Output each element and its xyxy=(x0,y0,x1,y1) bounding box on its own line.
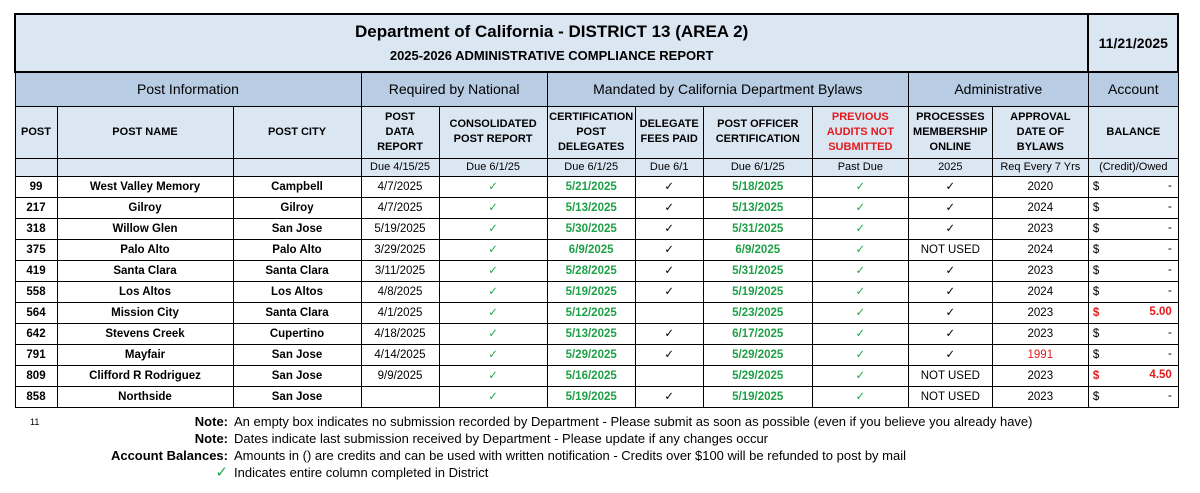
group-required-by-national: Required by National xyxy=(361,72,547,106)
due-approval-bylaws: Req Every 7 Yrs xyxy=(992,158,1088,176)
online-check-icon: ✓ xyxy=(908,197,992,218)
col-header-cert-delegates: CERTIFICATION POST DELEGATES xyxy=(547,106,635,158)
post-data-report: 4/14/2025 xyxy=(361,344,439,365)
online-status: NOT USED xyxy=(908,239,992,260)
bylaws-year: 2024 xyxy=(992,197,1088,218)
compliance-table xyxy=(14,13,1179,408)
col-header-post-data-report: POST DATA REPORT xyxy=(361,106,439,158)
officer-cert-date: 5/29/2025 xyxy=(703,344,812,365)
note-text: Dates indicate last submission received by Department - Please update if any changes occur xyxy=(234,431,769,446)
col-header-post-name: POST NAME xyxy=(57,106,233,158)
balance xyxy=(1088,218,1178,239)
consolidated-check-icon: ✓ xyxy=(439,344,547,365)
bylaws-year: 2023 xyxy=(992,365,1088,386)
post-number: 858 xyxy=(15,386,57,407)
post-number: 809 xyxy=(15,365,57,386)
balance xyxy=(1088,260,1178,281)
cert-delegates-date: 5/16/2025 xyxy=(547,365,635,386)
post-data-report: 3/11/2025 xyxy=(361,260,439,281)
online-status: NOT USED xyxy=(908,386,992,407)
report-date: 11/21/2025 xyxy=(1088,14,1178,72)
online-check-icon: ✓ xyxy=(908,260,992,281)
post-name: Santa Clara xyxy=(57,260,233,281)
table-row xyxy=(15,260,1178,281)
delegate-fees-check-icon: ✓ xyxy=(635,218,703,239)
delegate-fees-check-icon xyxy=(635,302,703,323)
balance xyxy=(1088,176,1178,197)
balance-amount: - xyxy=(1167,389,1172,402)
group-post-information: Post Information xyxy=(15,72,361,106)
balance-amount: - xyxy=(1167,284,1172,297)
currency-symbol: $ xyxy=(1092,243,1100,256)
note-empty-box xyxy=(0,413,1200,430)
cert-delegates-date: 5/29/2025 xyxy=(547,344,635,365)
delegate-fees-check-icon: ✓ xyxy=(635,344,703,365)
currency-symbol: $ xyxy=(1092,201,1100,214)
balance xyxy=(1088,323,1178,344)
balance xyxy=(1088,386,1178,407)
officer-cert-date: 5/13/2025 xyxy=(703,197,812,218)
due-delegate-fees: Due 6/1 xyxy=(635,158,703,176)
delegate-fees-check-icon: ✓ xyxy=(635,260,703,281)
bylaws-year: 2024 xyxy=(992,281,1088,302)
post-city: Campbell xyxy=(233,176,361,197)
group-account: Account xyxy=(1088,72,1178,106)
bylaws-year: 2023 xyxy=(992,218,1088,239)
due-blank xyxy=(233,158,361,176)
note-checkmark-legend xyxy=(0,464,1200,481)
post-number: 791 xyxy=(15,344,57,365)
online-check-icon: ✓ xyxy=(908,323,992,344)
bylaws-year: 2024 xyxy=(992,239,1088,260)
col-header-prev-audits: PREVIOUS AUDITS NOT SUBMITTED xyxy=(812,106,908,158)
online-check-icon: ✓ xyxy=(908,302,992,323)
bylaws-year: 2023 xyxy=(992,386,1088,407)
balance xyxy=(1088,281,1178,302)
note-account-balances xyxy=(0,447,1200,464)
post-data-report: 5/19/2025 xyxy=(361,218,439,239)
consolidated-check-icon: ✓ xyxy=(439,239,547,260)
post-data-report: 4/7/2025 xyxy=(361,176,439,197)
report-subtitle: 2025-2026 ADMINISTRATIVE COMPLIANCE REPORT xyxy=(389,48,714,63)
balance xyxy=(1088,302,1178,323)
post-name: Mission City xyxy=(57,302,233,323)
post-number: 217 xyxy=(15,197,57,218)
consolidated-check-icon: ✓ xyxy=(439,302,547,323)
table-row xyxy=(15,197,1178,218)
balance-amount: - xyxy=(1167,179,1172,192)
balance-amount: - xyxy=(1167,242,1172,255)
due-officer-cert: Due 6/1/25 xyxy=(703,158,812,176)
post-city: Santa Clara xyxy=(233,302,361,323)
post-data-report: 4/18/2025 xyxy=(361,323,439,344)
cert-delegates-date: 5/12/2025 xyxy=(547,302,635,323)
consolidated-check-icon: ✓ xyxy=(439,176,547,197)
post-name: Clifford R Rodriguez xyxy=(57,365,233,386)
col-header-processes-online: PROCESSES MEMBERSHIP ONLINE xyxy=(908,106,992,158)
officer-cert-date: 5/31/2025 xyxy=(703,218,812,239)
note-label: Note: xyxy=(194,414,228,429)
prev-audits-check-icon: ✓ xyxy=(812,197,908,218)
post-data-report: 3/29/2025 xyxy=(361,239,439,260)
consolidated-check-icon: ✓ xyxy=(439,260,547,281)
prev-audits-check-icon: ✓ xyxy=(812,302,908,323)
post-name: Gilroy xyxy=(57,197,233,218)
due-processes-online: 2025 xyxy=(908,158,992,176)
table-row xyxy=(15,386,1178,407)
currency-symbol: $ xyxy=(1092,306,1100,319)
bylaws-year: 2023 xyxy=(992,260,1088,281)
currency-symbol: $ xyxy=(1092,327,1100,340)
consolidated-check-icon: ✓ xyxy=(439,323,547,344)
balance xyxy=(1088,197,1178,218)
cert-delegates-date: 5/28/2025 xyxy=(547,260,635,281)
post-city: San Jose xyxy=(233,365,361,386)
post-data-report xyxy=(361,386,439,407)
table-row xyxy=(15,239,1178,260)
table-rows xyxy=(15,176,1178,407)
post-data-report: 4/8/2025 xyxy=(361,281,439,302)
currency-symbol: $ xyxy=(1092,369,1100,382)
group-administrative: Administrative xyxy=(908,72,1088,106)
post-number: 419 xyxy=(15,260,57,281)
consolidated-check-icon: ✓ xyxy=(439,218,547,239)
officer-cert-date: 5/19/2025 xyxy=(703,386,812,407)
post-number: 564 xyxy=(15,302,57,323)
officer-cert-date: 5/18/2025 xyxy=(703,176,812,197)
officer-cert-date: 6/9/2025 xyxy=(703,239,812,260)
cert-delegates-date: 5/13/2025 xyxy=(547,197,635,218)
currency-symbol: $ xyxy=(1092,264,1100,277)
consolidated-check-icon: ✓ xyxy=(439,197,547,218)
due-blank xyxy=(15,158,57,176)
post-name: Northside xyxy=(57,386,233,407)
post-number: 318 xyxy=(15,218,57,239)
delegate-fees-check-icon: ✓ xyxy=(635,239,703,260)
due-balance: (Credit)/Owed xyxy=(1088,158,1178,176)
col-header-post: POST xyxy=(15,106,57,158)
prev-audits-check-icon: ✓ xyxy=(812,365,908,386)
online-status: NOT USED xyxy=(908,365,992,386)
post-name: Mayfair xyxy=(57,344,233,365)
officer-cert-date: 5/31/2025 xyxy=(703,260,812,281)
balance-amount: - xyxy=(1167,221,1172,234)
bylaws-year: 1991 xyxy=(992,344,1088,365)
table-row xyxy=(15,218,1178,239)
post-city: San Jose xyxy=(233,218,361,239)
online-check-icon: ✓ xyxy=(908,218,992,239)
post-number: 99 xyxy=(15,176,57,197)
col-header-approval-bylaws: APPROVAL DATE OF BYLAWS xyxy=(992,106,1088,158)
cert-delegates-date: 6/9/2025 xyxy=(547,239,635,260)
prev-audits-check-icon: ✓ xyxy=(812,176,908,197)
table-row xyxy=(15,281,1178,302)
prev-audits-check-icon: ✓ xyxy=(812,281,908,302)
note-text: Amounts in () are credits and can be used with written notification - Credits over $100 will be refunded to post by mail xyxy=(234,448,907,463)
online-check-icon: ✓ xyxy=(908,344,992,365)
table-row xyxy=(15,323,1178,344)
row-count: 11 xyxy=(30,417,40,427)
post-city: Palo Alto xyxy=(233,239,361,260)
delegate-fees-check-icon: ✓ xyxy=(635,386,703,407)
table-row xyxy=(15,344,1178,365)
due-prev-audits: Past Due xyxy=(812,158,908,176)
balance xyxy=(1088,365,1178,386)
officer-cert-date: 5/19/2025 xyxy=(703,281,812,302)
check-icon: ✓ xyxy=(215,464,228,481)
cert-delegates-date: 5/19/2025 xyxy=(547,386,635,407)
bylaws-year: 2023 xyxy=(992,302,1088,323)
post-name: Palo Alto xyxy=(57,239,233,260)
balance-amount: 4.50 xyxy=(1149,368,1172,381)
note-dates xyxy=(0,430,1200,447)
currency-symbol: $ xyxy=(1092,348,1100,361)
cert-delegates-date: 5/13/2025 xyxy=(547,323,635,344)
prev-audits-check-icon: ✓ xyxy=(812,323,908,344)
due-blank xyxy=(57,158,233,176)
bylaws-year: 2020 xyxy=(992,176,1088,197)
table-row xyxy=(15,176,1178,197)
post-city: San Jose xyxy=(233,386,361,407)
delegate-fees-check-icon: ✓ xyxy=(635,323,703,344)
table-row xyxy=(15,365,1178,386)
post-data-report: 4/1/2025 xyxy=(361,302,439,323)
note-label: Account Balances: xyxy=(110,448,228,463)
post-city: San Jose xyxy=(233,344,361,365)
post-number: 375 xyxy=(15,239,57,260)
cert-delegates-date: 5/19/2025 xyxy=(547,281,635,302)
post-name: Los Altos xyxy=(57,281,233,302)
delegate-fees-check-icon xyxy=(635,365,703,386)
prev-audits-check-icon: ✓ xyxy=(812,239,908,260)
post-city: Gilroy xyxy=(233,197,361,218)
prev-audits-check-icon: ✓ xyxy=(812,344,908,365)
currency-symbol: $ xyxy=(1092,180,1100,193)
post-name: Willow Glen xyxy=(57,218,233,239)
consolidated-check-icon: ✓ xyxy=(439,281,547,302)
delegate-fees-check-icon: ✓ xyxy=(635,197,703,218)
table-row xyxy=(15,302,1178,323)
col-header-consolidated: CONSOLIDATED POST REPORT xyxy=(439,106,547,158)
post-city: Santa Clara xyxy=(233,260,361,281)
consolidated-check-icon: ✓ xyxy=(439,386,547,407)
col-header-post-city: POST CITY xyxy=(233,106,361,158)
balance-amount: - xyxy=(1167,200,1172,213)
balance xyxy=(1088,344,1178,365)
note-text: An empty box indicates no submission recorded by Department - Please submit as soon as possible (even if you believe you already have) xyxy=(234,414,1033,429)
balance-amount: - xyxy=(1167,326,1172,339)
delegate-fees-check-icon: ✓ xyxy=(635,281,703,302)
online-check-icon: ✓ xyxy=(908,176,992,197)
balance-amount: - xyxy=(1167,263,1172,276)
officer-cert-date: 5/29/2025 xyxy=(703,365,812,386)
post-name: West Valley Memory xyxy=(57,176,233,197)
currency-symbol: $ xyxy=(1092,222,1100,235)
due-post-data-report: Due 4/15/25 xyxy=(361,158,439,176)
balance-amount: 5.00 xyxy=(1149,305,1172,318)
balance xyxy=(1088,239,1178,260)
cert-delegates-date: 5/21/2025 xyxy=(547,176,635,197)
group-bylaws: Mandated by California Department Bylaws xyxy=(547,72,908,106)
note-label: Note: xyxy=(194,431,228,446)
post-number: 558 xyxy=(15,281,57,302)
post-data-report: 9/9/2025 xyxy=(361,365,439,386)
currency-symbol: $ xyxy=(1092,285,1100,298)
delegate-fees-check-icon: ✓ xyxy=(635,176,703,197)
col-header-delegate-fees: DELEGATE FEES PAID xyxy=(635,106,703,158)
officer-cert-date: 6/17/2025 xyxy=(703,323,812,344)
notes-section xyxy=(0,413,1200,481)
post-city: Los Altos xyxy=(233,281,361,302)
consolidated-check-icon: ✓ xyxy=(439,365,547,386)
prev-audits-check-icon: ✓ xyxy=(812,386,908,407)
report-title: Department of California - DISTRICT 13 (AREA 2) xyxy=(355,22,749,41)
report-title-block xyxy=(15,14,1088,72)
post-number: 642 xyxy=(15,323,57,344)
currency-symbol: $ xyxy=(1092,390,1100,403)
bylaws-year: 2023 xyxy=(992,323,1088,344)
post-name: Stevens Creek xyxy=(57,323,233,344)
prev-audits-check-icon: ✓ xyxy=(812,260,908,281)
due-cert-delegates: Due 6/1/25 xyxy=(547,158,635,176)
online-check-icon: ✓ xyxy=(908,281,992,302)
note-text: Indicates entire column completed in District xyxy=(234,465,489,480)
post-city: Cupertino xyxy=(233,323,361,344)
due-consolidated: Due 6/1/25 xyxy=(439,158,547,176)
officer-cert-date: 5/23/2025 xyxy=(703,302,812,323)
col-header-balance: BALANCE xyxy=(1088,106,1178,158)
post-data-report: 4/7/2025 xyxy=(361,197,439,218)
cert-delegates-date: 5/30/2025 xyxy=(547,218,635,239)
col-header-officer-cert: POST OFFICER CERTIFICATION xyxy=(703,106,812,158)
prev-audits-check-icon: ✓ xyxy=(812,218,908,239)
balance-amount: - xyxy=(1167,347,1172,360)
